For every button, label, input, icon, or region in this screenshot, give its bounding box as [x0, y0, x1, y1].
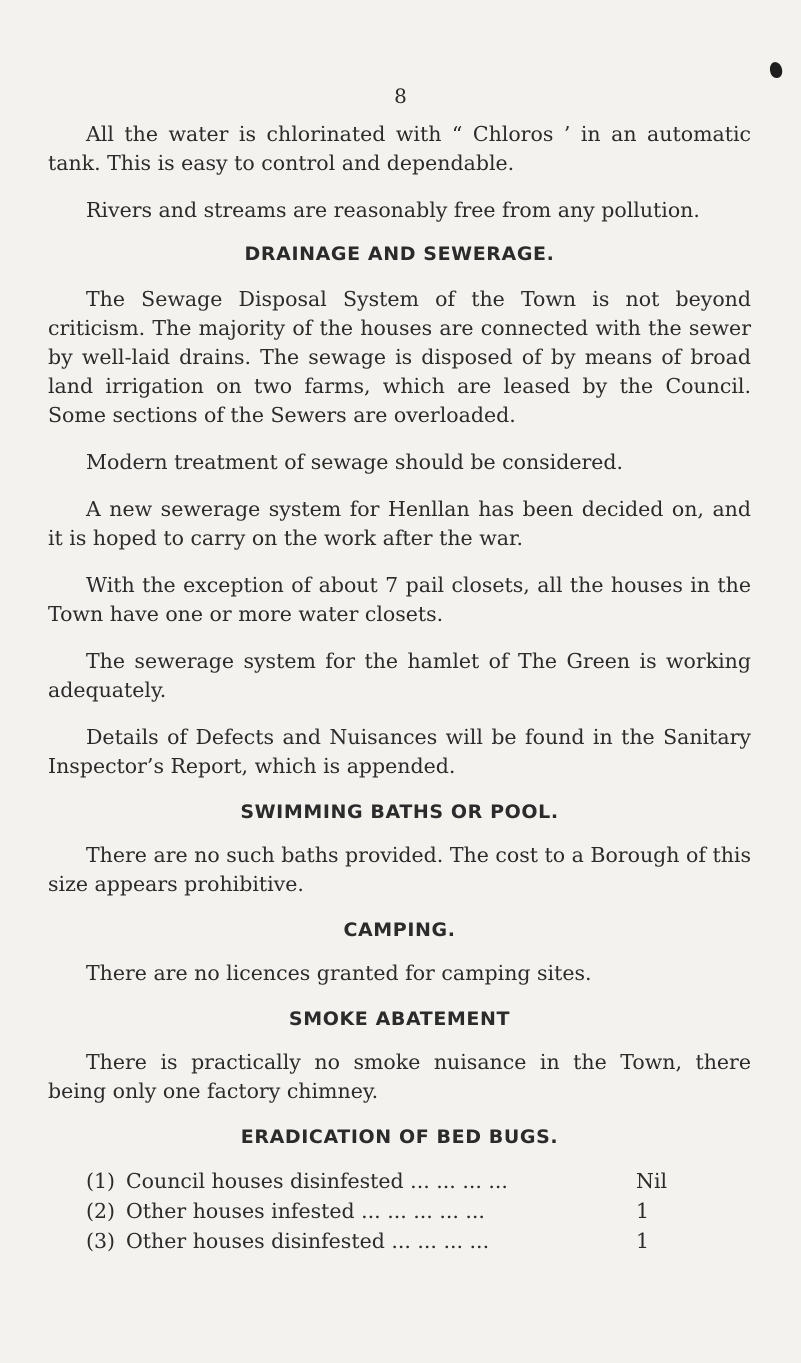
list-item [48, 1196, 751, 1226]
drainage-paragraph-6: Details of Defects and Nuisances will be found in the Sanitary Inspector’s Report, which is appended. [48, 725, 751, 778]
bed-bugs-list [48, 1166, 751, 1256]
ink-blot-mark [768, 61, 783, 79]
drainage-paragraph-2: Modern treatment of sewage should be considered. [86, 450, 624, 474]
list-item-label: Other houses infested ... ... ... ... ... [126, 1199, 485, 1223]
drainage-paragraph-5: The sewerage system for the hamlet of The Green is working adequately. [48, 649, 751, 702]
heading-bed-bugs: ERADICATION OF BED BUGS. [240, 1126, 559, 1148]
swimming-paragraph: There are no such baths provided. The cost to a Borough of this size appears prohibitive. [48, 843, 751, 896]
drainage-paragraph-1: The Sewage Disposal System of the Town is not beyond criticism. The majority of the houses are connected with the sewer by well-laid drains. The sewage is disposed of by means of broad land irrigation on two farms, which are leased by the Council. Some sections of the Sewers are overloaded. [48, 287, 751, 427]
list-item [48, 1166, 751, 1196]
list-item-number: (1) [86, 1169, 116, 1193]
list-item-label: Other houses disinfested ... ... ... ... [126, 1229, 490, 1253]
list-item-number: (2) [86, 1199, 116, 1223]
water-paragraph-1: All the water is chlorinated with “ Chloros ’ in an automatic tank. This is easy to control and dependable. [48, 122, 751, 175]
list-item-value: 1 [636, 1229, 650, 1253]
heading-smoke: SMOKE ABATEMENT [288, 1008, 511, 1030]
drainage-paragraph-4: With the exception of about 7 pail closets, all the houses in the Town have one or more water closets. [48, 573, 751, 626]
list-item-value: 1 [636, 1199, 650, 1223]
heading-drainage: DRAINAGE AND SEWERAGE. [244, 243, 555, 265]
list-item-number: (3) [86, 1229, 116, 1253]
page-content [48, 120, 751, 1256]
list-item [48, 1226, 751, 1256]
list-item-label: Council houses disinfested ... ... ... ... [126, 1169, 508, 1193]
list-item-value: Nil [636, 1169, 668, 1193]
water-paragraph-2: Rivers and streams are reasonably free from any pollution. [86, 198, 700, 222]
drainage-paragraph-3: A new sewerage system for Henllan has been decided on, and it is hoped to carry on the work after the war. [48, 497, 751, 550]
heading-swimming: SWIMMING BATHS OR POOL. [240, 801, 559, 823]
camping-paragraph: There are no licences granted for camping sites. [86, 961, 592, 985]
smoke-paragraph: There is practically no smoke nuisance in the Town, there being only one factory chimney. [48, 1050, 751, 1103]
page-number: 8 [394, 84, 407, 108]
heading-camping: CAMPING. [343, 919, 456, 941]
